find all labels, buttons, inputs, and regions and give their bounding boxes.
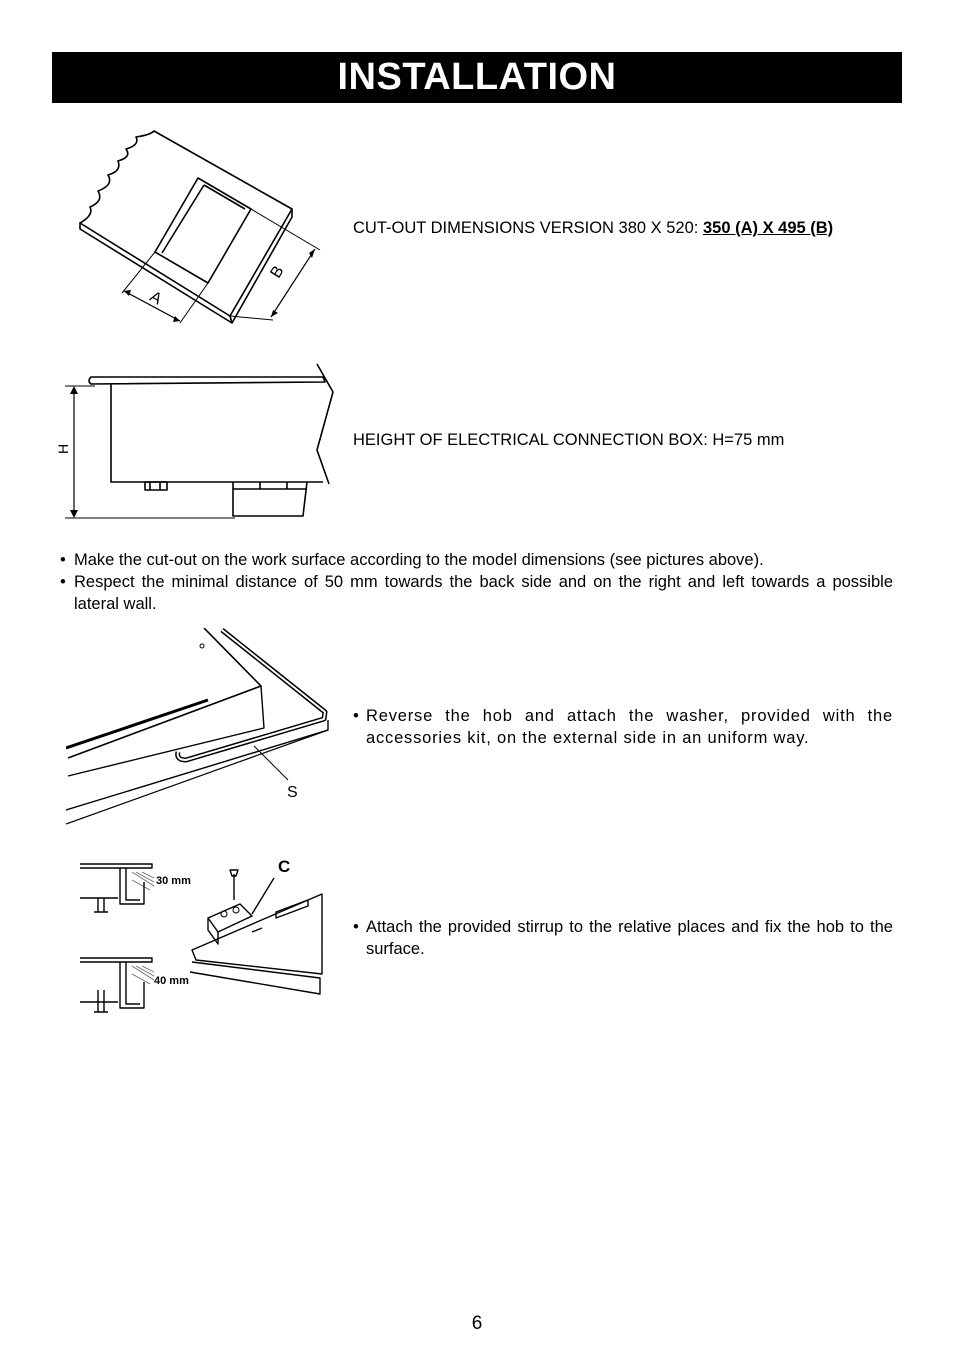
page-number: 6 <box>471 1313 483 1334</box>
washer-instruction: • Reverse the hob and attach the washer, provided with the accessories kit, on the external side in an uniform way. <box>353 705 893 749</box>
instruction-item: • Respect the minimal distance of 50 mm towards the back side and on the right and left towards a possible lateral wall. <box>60 571 893 615</box>
height-diagram <box>55 360 340 522</box>
cutout-caption-text: CUT-OUT DIMENSIONS VERSION 380 X 520: <box>353 219 703 237</box>
cutout-caption <box>353 217 913 239</box>
label-c: C <box>278 857 291 876</box>
label-b: B <box>267 263 288 282</box>
label-30mm: 30 mm <box>156 875 191 887</box>
cutout-diagram <box>70 125 330 330</box>
page-title: INSTALLATION <box>52 52 902 103</box>
cutout-instructions <box>60 549 893 615</box>
label-s: S <box>287 784 298 801</box>
stirrup-instruction: • Attach the provided stirrup to the relative places and fix the hob to the surface. <box>353 916 893 960</box>
height-caption: HEIGHT OF ELECTRICAL CONNECTION BOX: H=75 mm <box>353 431 785 449</box>
instruction-item: • Make the cut-out on the work surface according to the model dimensions (see pictures above). <box>60 549 893 571</box>
washer-diagram <box>66 628 334 826</box>
label-40mm: 40 mm <box>154 975 189 987</box>
stirrup-diagram <box>76 854 326 1016</box>
cutout-dimensions: 350 (A) X 495 (B) <box>702 219 834 237</box>
label-h: H <box>55 443 71 454</box>
label-a: A <box>146 288 165 309</box>
